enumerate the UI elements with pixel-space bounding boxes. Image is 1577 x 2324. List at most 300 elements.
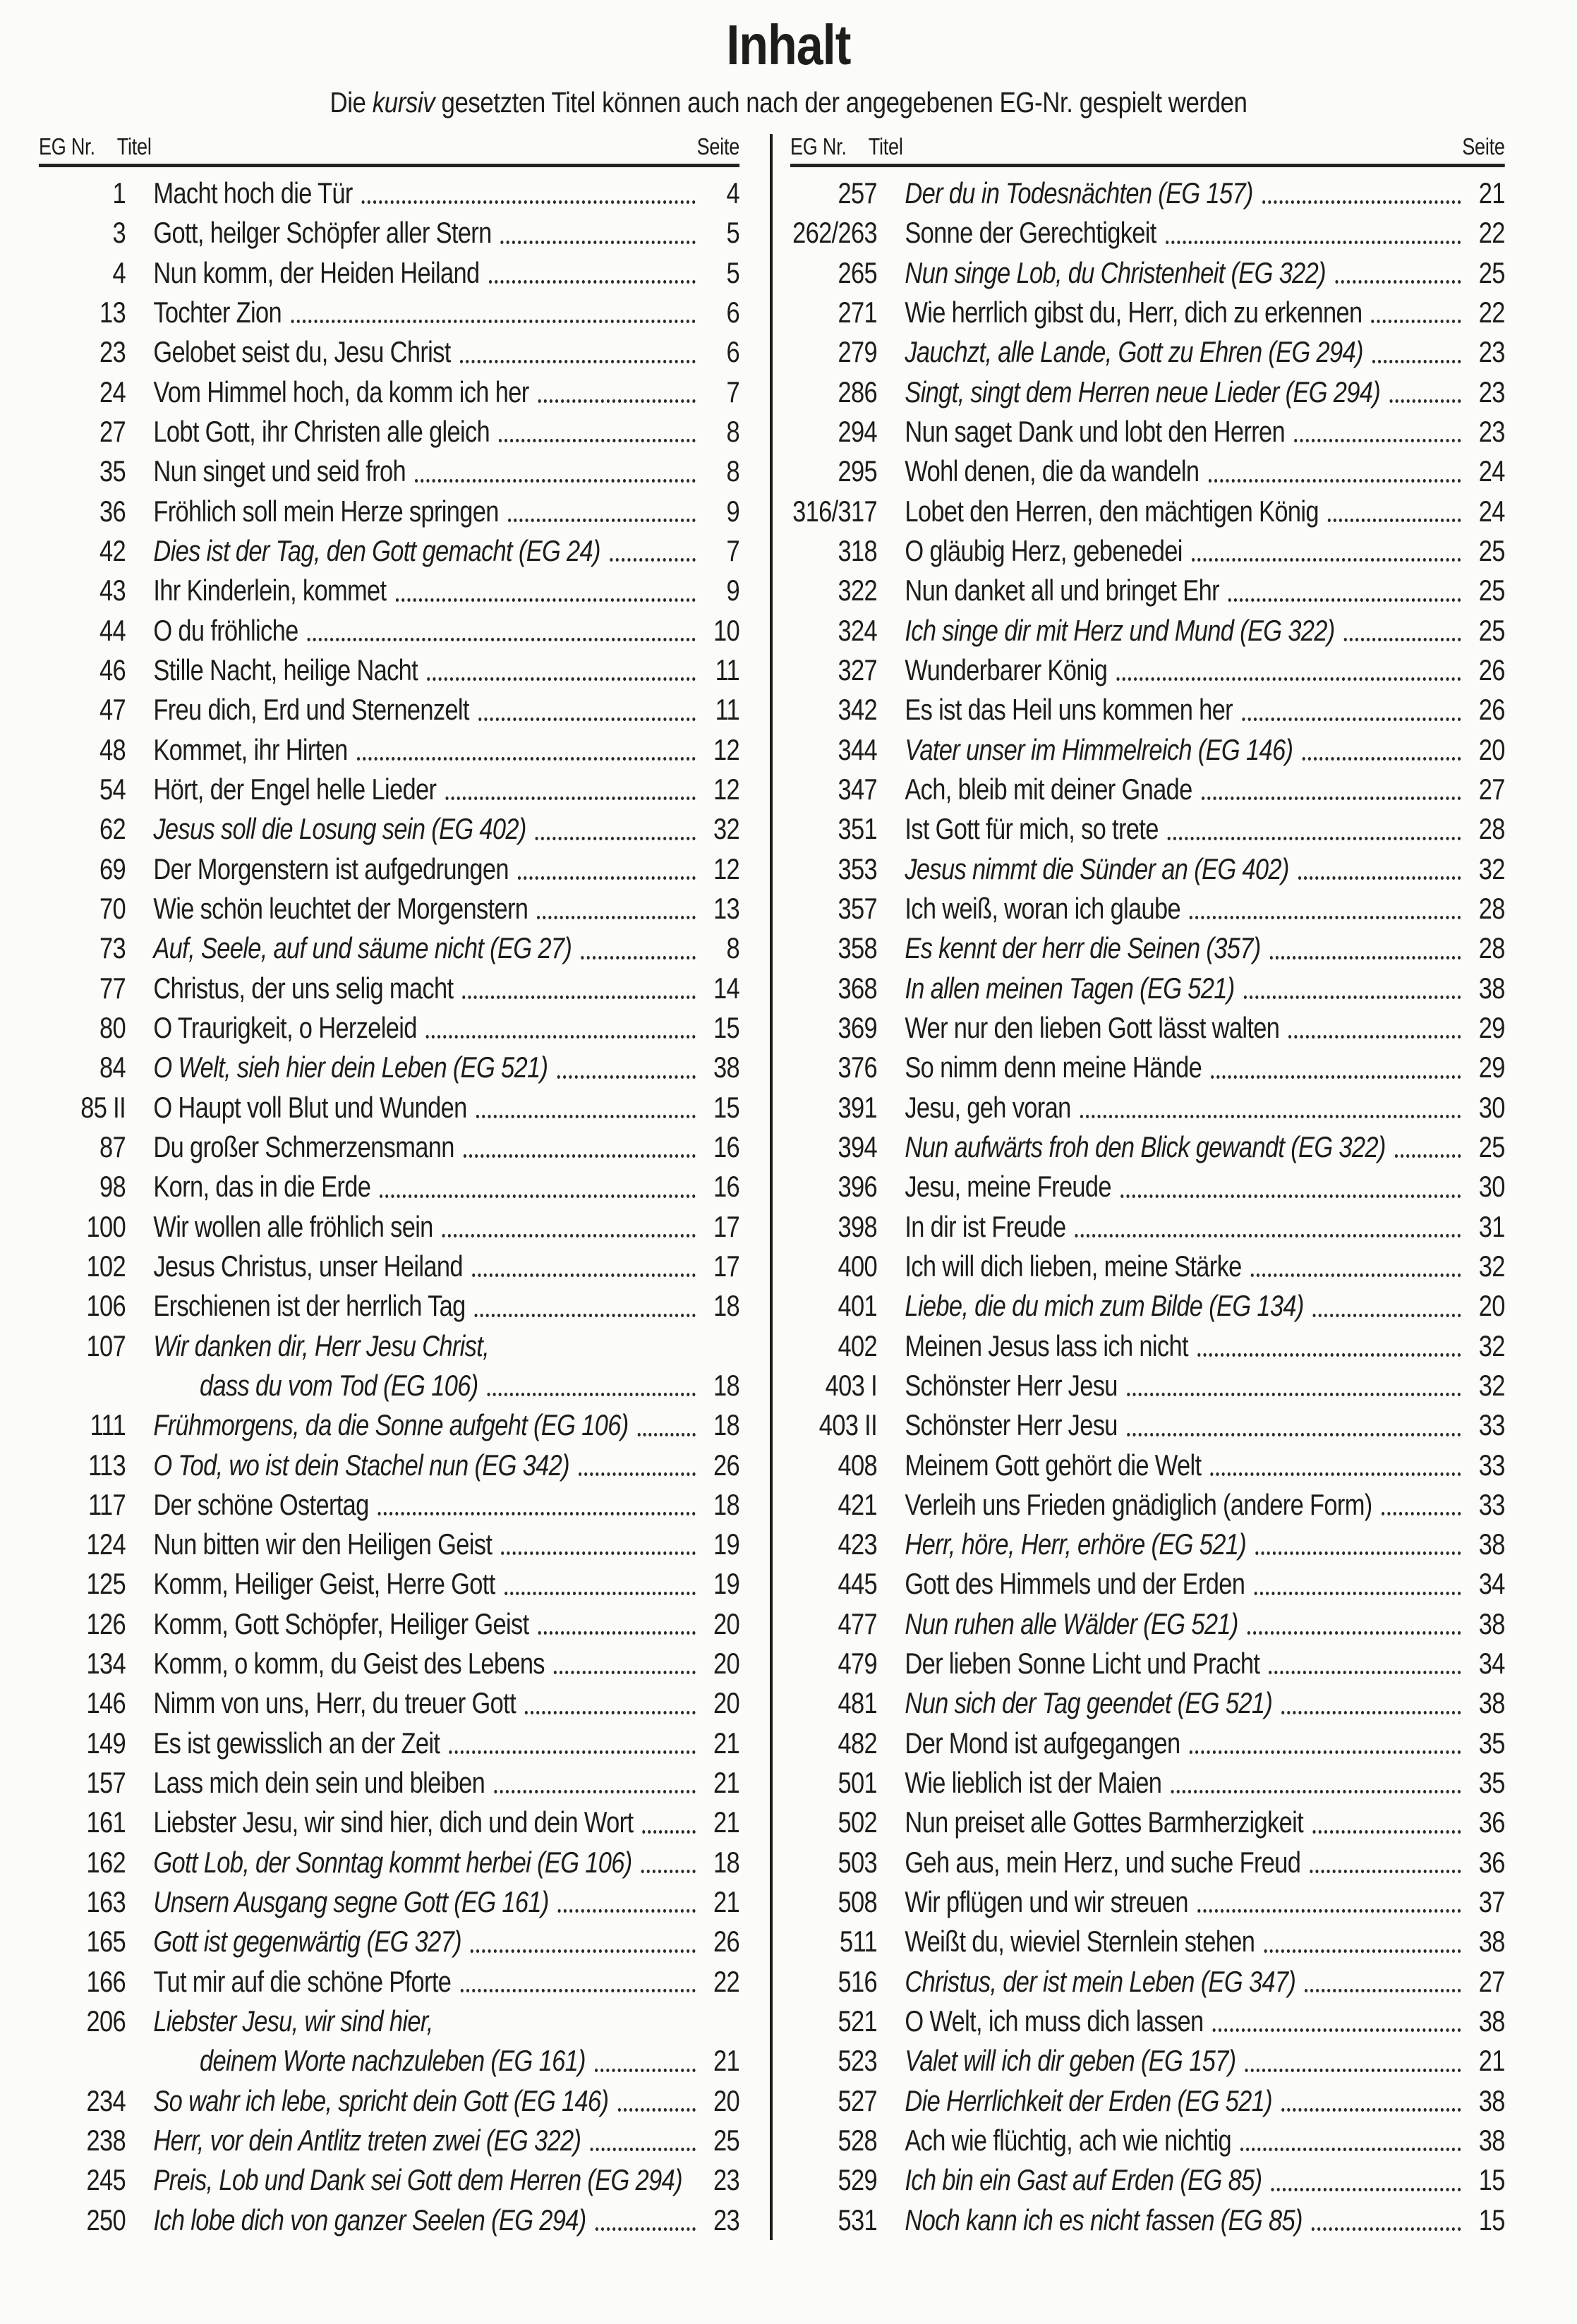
eg-number: 481 xyxy=(838,1686,877,1720)
page-number: 22 xyxy=(1478,216,1505,250)
toc-row xyxy=(790,174,1505,213)
song-title: Verleih uns Frieden gnädiglich (andere Form) xyxy=(905,1487,1372,1521)
page-number: 23 xyxy=(1478,335,1505,369)
eg-number: 125 xyxy=(86,1567,126,1601)
page-number: 25 xyxy=(1478,1130,1505,1163)
song-title: Dies ist der Tag, den Gott gemacht (EG 24) xyxy=(153,533,600,567)
dots-leader xyxy=(471,1949,696,1953)
eg-number: 295 xyxy=(838,454,877,488)
eg-number: 423 xyxy=(838,1527,877,1561)
toc-row xyxy=(790,1604,1505,1644)
page-number: 10 xyxy=(713,613,740,647)
toc-row xyxy=(790,1843,1505,1882)
eg-number: 62 xyxy=(99,812,126,846)
page-number: 25 xyxy=(713,2124,740,2157)
dots-leader xyxy=(1244,995,1461,999)
toc-row xyxy=(790,1167,1505,1206)
dots-leader xyxy=(1210,1472,1461,1476)
dots-leader xyxy=(1197,1909,1461,1913)
song-title: Nun danket all und bringet Ehr xyxy=(905,574,1219,607)
eg-number: 3 xyxy=(112,216,126,250)
page-number: 32 xyxy=(713,812,740,846)
page-number: 38 xyxy=(1478,2004,1505,2038)
header-titel: Titel xyxy=(868,133,903,159)
song-title: Du großer Schmerzensmann xyxy=(153,1130,454,1163)
dots-leader xyxy=(1211,1075,1461,1079)
dots-leader xyxy=(1372,360,1461,363)
toc-row xyxy=(39,253,739,293)
eg-number: 508 xyxy=(838,1885,877,1919)
toc-rows xyxy=(790,174,1505,2240)
toc-row xyxy=(39,1405,739,1445)
page-number: 12 xyxy=(713,852,740,885)
page-number: 32 xyxy=(1478,852,1505,885)
page-number: 9 xyxy=(726,574,740,607)
dots-leader xyxy=(1080,1115,1461,1118)
page-number: 19 xyxy=(713,1567,740,1601)
page-number: 7 xyxy=(726,533,740,567)
song-title: Nun singe Lob, du Christenheit (EG 322) xyxy=(905,255,1326,289)
eg-number: 250 xyxy=(86,2203,126,2237)
song-title: Ihr Kinderlein, kommet xyxy=(153,574,387,607)
dots-leader xyxy=(1344,638,1461,641)
dots-leader xyxy=(1213,2028,1461,2032)
eg-number: 157 xyxy=(86,1766,126,1800)
toc-row xyxy=(39,412,739,452)
page-number: 9 xyxy=(726,494,740,528)
toc-row xyxy=(790,373,1505,412)
eg-number: 146 xyxy=(86,1686,126,1720)
song-title: Vom Himmel hoch, da komm ich her xyxy=(153,375,529,408)
header-eg-nr: EG Nr. xyxy=(790,133,847,159)
toc-row xyxy=(39,849,739,889)
toc-row xyxy=(790,1485,1505,1525)
song-title: Nun saget Dank und lobt den Herren xyxy=(905,414,1286,448)
toc-row xyxy=(39,1446,739,1485)
eg-number: 403 II xyxy=(818,1408,877,1442)
toc-row xyxy=(39,1008,739,1048)
dots-leader xyxy=(362,200,696,204)
song-title: Komm, Gott Schöpfer, Heiliger Geist xyxy=(153,1606,529,1640)
eg-number: 503 xyxy=(838,1845,877,1879)
toc-row xyxy=(790,849,1505,889)
song-title: Vater unser im Himmelreich (EG 146) xyxy=(905,732,1293,766)
eg-number: 54 xyxy=(99,772,126,806)
toc-row xyxy=(790,2121,1505,2160)
page-number: 20 xyxy=(713,1647,740,1681)
eg-number: 166 xyxy=(86,1964,126,1998)
song-title: O Haupt voll Blut und Wunden xyxy=(153,1090,467,1124)
header-rule xyxy=(790,164,1505,167)
page-number: 15 xyxy=(713,1090,740,1124)
page-number: 18 xyxy=(713,1845,740,1879)
toc-row xyxy=(39,452,739,491)
toc-row xyxy=(39,571,739,610)
page-number: 25 xyxy=(1478,613,1505,647)
page-number: 33 xyxy=(1478,1487,1505,1521)
page-number: 23 xyxy=(713,2163,740,2197)
eg-number: 368 xyxy=(838,971,877,1005)
song-title: Kommet, ihr Hirten xyxy=(153,732,348,766)
page-number: 25 xyxy=(1478,574,1505,607)
toc-row xyxy=(790,1644,1505,1683)
eg-number: 401 xyxy=(838,1289,877,1323)
toc-row xyxy=(790,1922,1505,1961)
toc-row xyxy=(790,1962,1505,2002)
dots-leader xyxy=(415,479,696,483)
toc-row xyxy=(39,373,739,412)
dots-leader xyxy=(1190,1750,1461,1754)
song-title: Nimm von uns, Herr, du treuer Gott xyxy=(153,1686,516,1720)
dots-leader xyxy=(445,797,695,800)
toc-row xyxy=(790,1803,1505,1842)
page-number: 38 xyxy=(1478,1606,1505,1640)
dots-leader xyxy=(1202,797,1461,800)
song-title: Lass mich dein sein und bleiben xyxy=(153,1766,485,1800)
eg-number: 126 xyxy=(86,1606,126,1640)
song-title: Liebster Jesu, wir sind hier, dich und dein Wort xyxy=(153,1805,634,1839)
page-number: 11 xyxy=(715,653,740,686)
page-number: 21 xyxy=(713,1805,740,1839)
song-title: Ich singe dir mit Herz und Mund (EG 322) xyxy=(905,613,1335,647)
page-number: 25 xyxy=(1478,533,1505,567)
toc-row xyxy=(39,1088,739,1127)
dots-leader xyxy=(536,837,696,840)
toc-row xyxy=(39,1247,739,1286)
dots-leader xyxy=(518,876,696,880)
song-title: Schönster Herr Jesu xyxy=(905,1408,1118,1442)
toc-column-left xyxy=(39,133,739,2240)
dots-leader xyxy=(1240,2148,1461,2151)
dots-leader xyxy=(1328,519,1461,522)
toc-rows xyxy=(39,174,739,2240)
eg-number: 376 xyxy=(838,1051,877,1084)
song-title: Weißt du, wieviel Sternlein stehen xyxy=(905,1925,1255,1959)
dots-leader xyxy=(554,1671,696,1674)
song-title: Tut mir auf die schöne Pforte xyxy=(153,1964,452,1998)
toc-row xyxy=(39,1962,739,2002)
dots-leader xyxy=(1302,757,1461,761)
song-title: Nun ruhen alle Wälder (EG 521) xyxy=(905,1606,1238,1640)
song-title: Wer nur den lieben Gott lässt walten xyxy=(905,1010,1280,1044)
dots-leader xyxy=(442,1234,696,1237)
page-number: 12 xyxy=(713,732,740,766)
toc-row xyxy=(39,1882,739,1922)
eg-number: 353 xyxy=(838,852,877,885)
page-number: 16 xyxy=(713,1130,740,1163)
eg-number: 43 xyxy=(99,574,126,607)
song-title: O Tod, wo ist dein Stachel nun (EG 342) xyxy=(153,1448,569,1482)
toc-row xyxy=(790,1683,1505,1723)
song-title: Ich will dich lieben, meine Stärke xyxy=(905,1249,1242,1283)
dots-leader xyxy=(1312,1830,1461,1834)
song-title: Wie herrlich gibst du, Herr, dich zu erkennen xyxy=(905,295,1362,329)
page-number: 20 xyxy=(1478,1289,1505,1323)
eg-number: 322 xyxy=(838,574,877,607)
page-number: 4 xyxy=(726,176,740,210)
song-title: Nun bitten wir den Heiligen Geist xyxy=(153,1527,493,1561)
song-title: Es kennt der herr die Seinen (357) xyxy=(905,931,1261,965)
song-title: Wie lieblich ist der Maien xyxy=(905,1766,1162,1800)
page-number: 17 xyxy=(713,1209,740,1243)
dots-leader xyxy=(1281,2108,1461,2112)
song-title: Der Mond ist aufgegangen xyxy=(905,1726,1180,1760)
dots-leader xyxy=(1168,837,1461,840)
dots-leader xyxy=(557,1075,695,1079)
toc-row xyxy=(39,332,739,372)
column-divider xyxy=(770,134,773,2240)
eg-number: 421 xyxy=(838,1487,877,1521)
page-number: 21 xyxy=(1478,2044,1505,2078)
toc-row xyxy=(790,1564,1505,1604)
toc-row xyxy=(39,730,739,770)
dots-leader xyxy=(1281,1711,1461,1714)
dots-leader xyxy=(472,1273,696,1277)
page-number: 38 xyxy=(1478,2083,1505,2117)
dots-leader xyxy=(463,995,696,999)
toc-row xyxy=(39,969,739,1008)
eg-number: 42 xyxy=(99,533,126,567)
song-title: Lobet den Herren, den mächtigen König xyxy=(905,494,1319,528)
dots-leader xyxy=(478,718,696,721)
page-number: 23 xyxy=(1478,414,1505,448)
song-title: O Welt, sieh hier dein Leben (EG 521) xyxy=(153,1051,548,1084)
song-title: Wir pflügen und wir streuen xyxy=(905,1885,1188,1919)
song-title: Der lieben Sonne Licht und Pracht xyxy=(905,1647,1260,1681)
page-number: 20 xyxy=(713,1686,740,1720)
page-number: 20 xyxy=(1478,732,1505,766)
subtitle-suffix: gesetzten Titel können auch nach der angegebenen EG-Nr. gespielt werden xyxy=(435,86,1247,119)
song-title: Wir danken dir, Herr Jesu Christ, xyxy=(153,1329,490,1362)
eg-number: 286 xyxy=(838,375,877,408)
page-number: 32 xyxy=(1478,1368,1505,1402)
dots-leader xyxy=(1190,916,1461,919)
page-number: 20 xyxy=(713,2083,740,2117)
page-number: 31 xyxy=(1478,1209,1505,1243)
eg-number: 106 xyxy=(86,1289,126,1323)
song-title: Wir wollen alle fröhlich sein xyxy=(153,1209,433,1243)
dots-leader xyxy=(291,320,696,323)
eg-number: 245 xyxy=(86,2163,126,2197)
page-number: 5 xyxy=(726,255,740,289)
eg-number: 47 xyxy=(99,693,126,727)
dots-leader xyxy=(494,1790,695,1793)
toc-row xyxy=(790,2081,1505,2121)
page-number: 7 xyxy=(726,375,740,408)
dots-leader xyxy=(1171,1790,1461,1793)
dots-leader xyxy=(378,1512,696,1515)
toc-row xyxy=(39,1326,739,1366)
eg-number: 87 xyxy=(99,1130,126,1163)
toc-row xyxy=(39,1525,739,1564)
toc-row xyxy=(790,1446,1505,1485)
song-title: Gott, heilger Schöpfer aller Stern xyxy=(153,216,492,250)
eg-number: 316/317 xyxy=(792,494,877,528)
toc-row xyxy=(39,809,739,849)
song-title: O Welt, ich muss dich lassen xyxy=(905,2004,1204,2038)
dots-leader xyxy=(1166,241,1461,244)
song-title: Jesus Christus, unser Heiland xyxy=(153,1249,463,1283)
page-number: 33 xyxy=(1478,1408,1505,1442)
eg-number: 124 xyxy=(86,1527,126,1561)
page-number: 8 xyxy=(726,931,740,965)
page-subtitle xyxy=(119,85,1459,120)
song-title: Ach wie flüchtig, ach wie nichtig xyxy=(905,2124,1232,2157)
eg-number: 403 I xyxy=(825,1368,877,1402)
dots-leader xyxy=(426,1035,696,1039)
toc-row xyxy=(790,650,1505,690)
song-title: Ich lobe dich von ganzer Seelen (EG 294) xyxy=(153,2203,586,2237)
toc-row xyxy=(790,809,1505,849)
dots-leader xyxy=(501,241,696,244)
song-title: Gott Lob, der Sonntag kommt herbei (EG 106) xyxy=(153,1845,632,1879)
eg-number: 318 xyxy=(838,533,877,567)
dots-leader xyxy=(1312,2227,1461,2231)
eg-number: 238 xyxy=(86,2124,126,2157)
eg-number: 408 xyxy=(838,1448,877,1482)
song-title: Gott des Himmels und der Erden xyxy=(905,1567,1245,1601)
song-title: Liebster Jesu, wir sind hier, xyxy=(153,2004,433,2038)
song-title: Frühmorgens, da die Sonne aufgeht (EG 106) xyxy=(153,1408,629,1442)
toc-row xyxy=(790,531,1505,571)
dots-leader xyxy=(1270,956,1461,960)
page-number: 38 xyxy=(713,1051,740,1084)
eg-number: 479 xyxy=(838,1647,877,1681)
page-number: 26 xyxy=(1478,693,1505,727)
dots-leader xyxy=(596,2227,696,2231)
dots-leader xyxy=(1294,439,1461,442)
page-number: 26 xyxy=(1478,653,1505,686)
page-number: 18 xyxy=(713,1368,740,1402)
toc-row xyxy=(790,1724,1505,1763)
song-title: Jesus nimmt die Sünder an (EG 402) xyxy=(905,852,1289,885)
toc-row xyxy=(39,492,739,531)
dots-leader xyxy=(499,439,696,442)
page-number: 18 xyxy=(713,1289,740,1323)
eg-number: 523 xyxy=(838,2044,877,2078)
dots-leader xyxy=(581,956,695,960)
dots-leader xyxy=(501,1551,695,1555)
song-title: Preis, Lob und Dank sei Gott dem Herren (EG 294) xyxy=(153,2163,682,2197)
eg-number: 98 xyxy=(99,1170,126,1204)
song-title: Auf, Seele, auf und säume nicht (EG 27) xyxy=(153,931,572,965)
dots-leader xyxy=(1288,1035,1461,1039)
page-number: 24 xyxy=(1478,494,1505,528)
toc-row xyxy=(39,1604,739,1644)
page-number: 29 xyxy=(1478,1051,1505,1084)
eg-number: 344 xyxy=(838,732,877,766)
toc-row xyxy=(790,1048,1505,1087)
song-title: Sonne der Gerechtigkeit xyxy=(905,216,1156,250)
page-number: 23 xyxy=(1478,375,1505,408)
dots-leader xyxy=(1313,1314,1461,1317)
song-title: Singt, singt dem Herren neue Lieder (EG 294) xyxy=(905,375,1381,408)
song-title: Ich weiß, woran ich glaube xyxy=(905,891,1181,925)
eg-number: 521 xyxy=(838,2004,877,2038)
toc-row xyxy=(39,2160,739,2200)
eg-number: 394 xyxy=(838,1130,877,1163)
eg-number: 262/263 xyxy=(792,216,877,250)
toc-row xyxy=(39,1127,739,1167)
eg-number: 516 xyxy=(838,1964,877,1998)
song-title: Christus, der ist mein Leben (EG 347) xyxy=(905,1964,1296,1998)
eg-number: 162 xyxy=(86,1845,126,1879)
page-number: 38 xyxy=(1478,1527,1505,1561)
dots-leader xyxy=(1382,1512,1461,1515)
page-number: 21 xyxy=(713,2044,740,2078)
page-number: 26 xyxy=(713,1925,740,1959)
dots-leader xyxy=(380,1194,695,1198)
song-title: Christus, der uns selig macht xyxy=(153,971,454,1005)
eg-number: 84 xyxy=(99,1051,126,1084)
dots-leader xyxy=(538,399,696,403)
eg-number: 13 xyxy=(99,295,126,329)
song-title: Der Morgenstern ist aufgedrungen xyxy=(153,852,509,885)
song-title: So wahr ich lebe, spricht dein Gott (EG 146) xyxy=(153,2083,609,2117)
dots-leader xyxy=(538,1631,696,1635)
song-title: Ach, bleib mit deiner Gnade xyxy=(905,772,1192,806)
toc-row xyxy=(790,1207,1505,1247)
dots-leader xyxy=(308,638,696,641)
page-number: 5 xyxy=(726,216,740,250)
song-title: Valet will ich dir geben (EG 157) xyxy=(905,2044,1236,2078)
page-number: 24 xyxy=(1478,454,1505,488)
dots-leader xyxy=(1395,1154,1461,1158)
song-title: Stille Nacht, heilige Nacht xyxy=(153,653,418,686)
page-number: 34 xyxy=(1478,1567,1505,1601)
page-number: 34 xyxy=(1478,1647,1505,1681)
song-title: Hört, der Engel helle Lieder xyxy=(153,772,437,806)
dots-leader xyxy=(1372,320,1461,323)
eg-number: 24 xyxy=(99,375,126,408)
toc-row xyxy=(39,770,739,809)
toc-row xyxy=(790,452,1505,491)
eg-number: 351 xyxy=(838,812,877,846)
toc-row xyxy=(790,412,1505,452)
eg-number: 206 xyxy=(86,2004,126,2038)
song-title: Jesu, meine Freude xyxy=(905,1170,1111,1204)
song-title: Tochter Zion xyxy=(153,295,282,329)
dots-leader xyxy=(595,2069,696,2072)
eg-number: 391 xyxy=(838,1090,877,1124)
toc-row xyxy=(39,213,739,253)
eg-number: 327 xyxy=(838,653,877,686)
page-number: 18 xyxy=(713,1408,740,1442)
toc-row xyxy=(790,1008,1505,1048)
header-eg-nr: EG Nr. xyxy=(39,133,95,159)
page-number: 28 xyxy=(1478,931,1505,965)
dots-leader xyxy=(1269,1671,1461,1674)
eg-number: 44 xyxy=(99,613,126,647)
toc-row xyxy=(39,1485,739,1525)
dots-leader xyxy=(1245,2069,1461,2072)
toc-row xyxy=(39,1922,739,1961)
dots-leader xyxy=(1251,1273,1461,1277)
page-number: 21 xyxy=(1478,176,1505,210)
eg-number: 4 xyxy=(112,255,126,289)
song-title: In allen meinen Tagen (EG 521) xyxy=(905,971,1235,1005)
song-title: Gott ist gegenwärtig (EG 327) xyxy=(153,1925,461,1959)
toc-row xyxy=(790,1882,1505,1922)
toc-row xyxy=(39,2041,739,2081)
eg-number: 529 xyxy=(838,2163,877,2197)
eg-number: 398 xyxy=(838,1209,877,1243)
dots-leader xyxy=(1242,718,1461,721)
song-title: Nun komm, der Heiden Heiland xyxy=(153,255,480,289)
song-title: Wohl denen, die da wandeln xyxy=(905,454,1200,488)
dots-leader xyxy=(464,1154,696,1158)
toc-row xyxy=(39,2081,739,2121)
